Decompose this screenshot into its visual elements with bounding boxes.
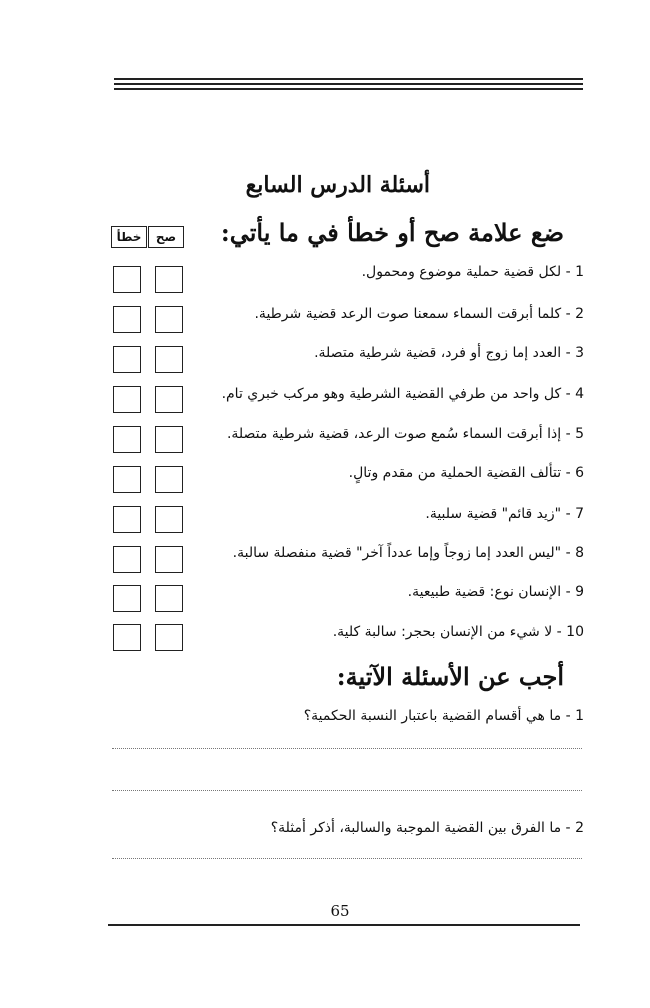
- statement-item: 3 - العدد إما زوج أو فرد، قضية شرطية متصلة.: [314, 345, 584, 361]
- page-number: 65: [330, 902, 350, 920]
- false-checkbox[interactable]: [113, 266, 141, 293]
- statement-item: 4 - كل واحد من طرفي القضية الشرطية وهو مركب خبري تام.: [221, 386, 584, 402]
- false-checkbox[interactable]: [113, 506, 141, 533]
- true-checkbox[interactable]: [155, 426, 183, 453]
- false-checkbox[interactable]: [113, 624, 141, 651]
- statement-item: 6 - تتألف القضية الحملية من مقدم وتالٍ.: [348, 465, 584, 481]
- false-checkbox[interactable]: [113, 346, 141, 373]
- true-checkbox[interactable]: [155, 506, 183, 533]
- true-checkbox[interactable]: [155, 585, 183, 612]
- section-heading-true-false: ضع علامة صح أو خطأ في ما يأتي:: [220, 218, 564, 247]
- question-item: 1 - ما هي أقسام القضية باعتبار النسبة الحكمية؟: [303, 708, 584, 724]
- true-checkbox[interactable]: [155, 266, 183, 293]
- false-checkbox[interactable]: [113, 546, 141, 573]
- true-checkbox[interactable]: [155, 346, 183, 373]
- answer-line[interactable]: [112, 858, 582, 859]
- section-heading-questions: أجب عن الأسئلة الآتية:: [336, 662, 564, 691]
- answer-line[interactable]: [112, 790, 582, 791]
- true-checkbox[interactable]: [155, 306, 183, 333]
- statement-item: 8 - "ليس العدد إما زوجاً وإما عدداً آخر" قضية منفصلة سالبة.: [232, 545, 584, 561]
- false-checkbox[interactable]: [113, 386, 141, 413]
- true-checkbox[interactable]: [155, 386, 183, 413]
- statement-item: 2 - كلما أبرقت السماء سمعنا صوت الرعد قضية شرطية.: [254, 306, 584, 322]
- statement-item: 5 - إذا أبرقت السماء سُمع صوت الرعد، قضية شرطية متصلة.: [226, 426, 584, 442]
- bottom-rule: [108, 924, 580, 926]
- false-checkbox[interactable]: [113, 306, 141, 333]
- false-checkbox[interactable]: [113, 466, 141, 493]
- true-checkbox[interactable]: [155, 546, 183, 573]
- false-checkbox[interactable]: [113, 426, 141, 453]
- top-rule: [114, 83, 583, 85]
- false-checkbox[interactable]: [113, 585, 141, 612]
- column-header-true: صح: [148, 226, 184, 248]
- lesson-title: أسئلة الدرس السابع: [245, 172, 430, 198]
- column-header-false: خطأ: [111, 226, 147, 248]
- statement-item: 9 - الإنسان نوع: قضية طبيعية.: [407, 584, 584, 600]
- true-checkbox[interactable]: [155, 466, 183, 493]
- top-rule: [114, 78, 583, 80]
- statement-item: 1 - لكل قضية حملية موضوع ومحمول.: [361, 264, 584, 280]
- top-rule: [114, 88, 583, 90]
- statement-item: 7 - "زيد قائم" قضية سلبية.: [425, 506, 584, 522]
- question-item: 2 - ما الفرق بين القضية الموجبة والسالبة، أذكر أمثلة؟: [270, 820, 584, 836]
- statement-item: 10 - لا شيء من الإنسان بحجر: سالبة كلية.: [332, 624, 584, 640]
- answer-line[interactable]: [112, 748, 582, 749]
- true-checkbox[interactable]: [155, 624, 183, 651]
